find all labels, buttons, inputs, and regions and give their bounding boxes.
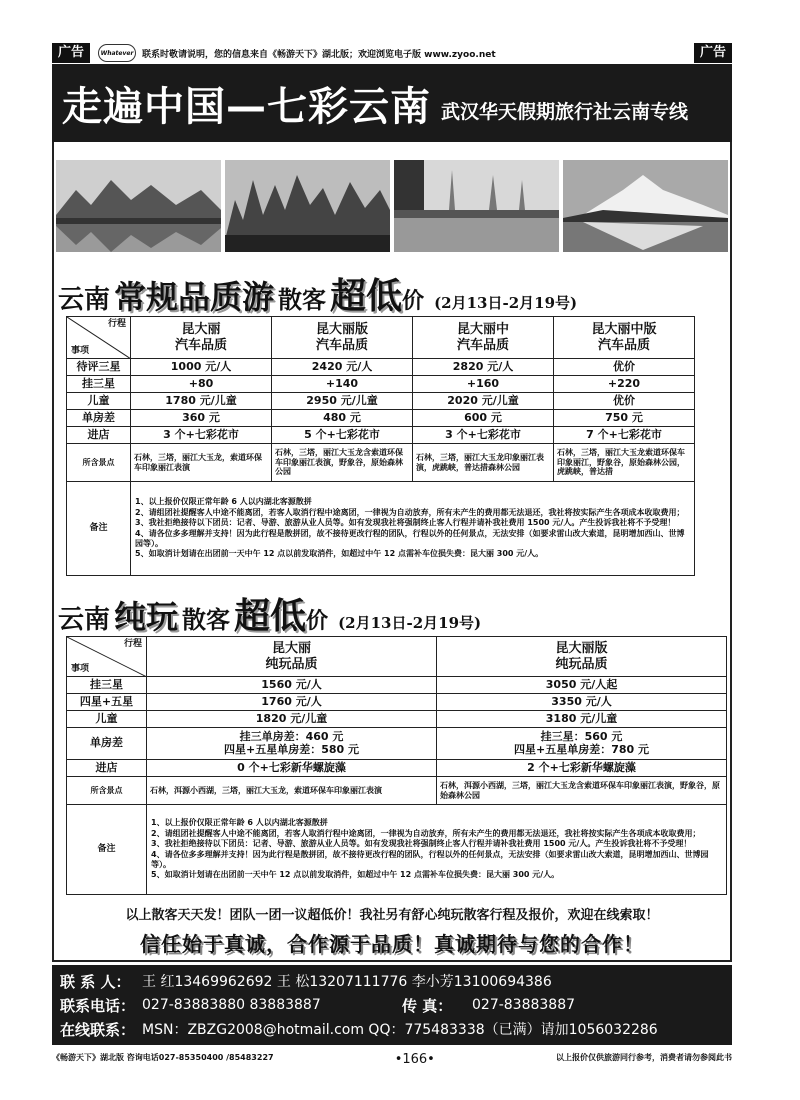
section1-title-price: 价	[402, 288, 425, 314]
price-cell: 1760 元/人	[147, 694, 437, 711]
section1-title-low: 超低	[330, 275, 403, 317]
corner-top: 行程	[123, 639, 142, 649]
fax-number: 027-83883887	[472, 997, 576, 1013]
slogan-line-2: 信任始于真诚，合作源于品质！真诚期待与您的合作！	[140, 932, 644, 956]
contact-online: MSN：ZBZG2008@hotmail.com QQ：775483338（已满）请加1056032286	[142, 1022, 658, 1038]
section1-dates: (2月13日-2月19号)	[434, 294, 578, 312]
single-line: 挂三单房差：460 元	[239, 729, 344, 743]
price-cell: 2420 元/人	[272, 359, 413, 376]
contact-phones: 027-83883880 83883887	[142, 997, 321, 1013]
row-label: 所含景点	[67, 444, 131, 482]
table-row	[67, 376, 695, 393]
row-label: 进店	[67, 427, 131, 444]
price-cell: 2950 元/儿童	[272, 393, 413, 410]
price-cell: 1000 元/人	[131, 359, 272, 376]
row-label: 备注	[67, 482, 131, 576]
column-title: 昆大丽中版	[591, 321, 657, 337]
notice-text: 联系时敬请说明，您的信息来自《畅游天下》湖北版；欢迎浏览电子版 www.zyoo.net	[142, 49, 496, 60]
price-cell: 480 元	[272, 410, 413, 427]
row-label: 待评三星	[67, 359, 131, 376]
section1-title	[58, 268, 577, 319]
footer-disclaimer: 以上报价仅供旅游同行参考，消费者请勿参阅此书	[555, 1053, 732, 1062]
contact-block	[52, 965, 732, 1045]
section1-title-type: 常规品质游	[114, 278, 275, 316]
column-header	[131, 317, 272, 359]
column-header	[554, 317, 695, 359]
note-line: 2、请组团社提醒客人中途不能离团，若客人取消行程中途离团，一律视为自动放弃，所有未产生的费用都无法退还，我社将按实际产生各项成本收取费用；	[151, 828, 701, 838]
note-line: 1、以上报价仅限正常年龄 6 人以内湖北客源散拼	[151, 818, 328, 828]
page-number: •166•	[394, 1052, 435, 1067]
row-label: 备注	[67, 805, 147, 895]
price-cell: 3050 元/人起	[437, 677, 727, 694]
row-label: 儿童	[67, 393, 131, 410]
table-row	[67, 410, 695, 427]
column-title: 昆大丽版	[315, 321, 368, 337]
price-cell: +80	[131, 376, 272, 393]
price-cell: 优价	[554, 359, 695, 376]
price-cell: +160	[413, 376, 554, 393]
table-row	[67, 427, 695, 444]
contact-online-row	[60, 1017, 724, 1041]
column-header	[272, 317, 413, 359]
corner-bottom: 事项	[71, 663, 90, 674]
note-line: 3、我社拒绝接待以下团员：记者、导游、旅游从业人员等。如有发现我社将强制终止客人行程并请补我社费用 1500 元/人。产生投诉我社将不予受理！	[151, 839, 692, 849]
scenic-cell: 石林，三塔，丽江大玉龙含索道环保车印象丽江表演，野象谷，原始森林公园	[272, 444, 413, 482]
contact-phone-row	[60, 993, 724, 1017]
note-line: 3、我社拒绝接待以下团员：记者、导游、旅游从业人员等。如有发现我社将强制终止客人行程并请补我社费用 1500 元/人。产生投诉我社将不予受理！	[135, 518, 676, 528]
price-cell: +140	[272, 376, 413, 393]
section1-title-guest: 散客	[278, 285, 327, 314]
table-corner-cell	[67, 637, 147, 677]
price-cell: 2020 元/儿童	[413, 393, 554, 410]
contact-persons-label: 联 系 人：	[60, 972, 131, 991]
price-cell: 600 元	[413, 410, 554, 427]
landscape-photo-2	[225, 160, 390, 252]
table-row	[67, 760, 727, 777]
single-line: 四星+五星单房差：580 元	[223, 742, 359, 756]
shop-cell: 5 个+七彩花市	[272, 427, 413, 444]
table-row	[67, 482, 695, 576]
scenic-cell: 石林，三塔，丽江大玉龙，索道环保车印象丽江表演	[131, 444, 272, 482]
shop-cell: 0 个+七彩新华螺旋藻	[147, 760, 437, 777]
row-label: 挂三星	[67, 376, 131, 393]
section2-price-table	[66, 636, 727, 895]
row-label: 四星+五星	[67, 694, 147, 711]
column-title: 昆大丽	[181, 321, 221, 337]
column-subtitle: 汽车品质	[174, 337, 227, 353]
magazine-logo: Whatever	[98, 44, 136, 62]
top-notice-bar	[52, 42, 732, 64]
contact-online-label: 在线联系：	[60, 1020, 136, 1039]
row-label: 进店	[67, 760, 147, 777]
row-label: 单房差	[67, 410, 131, 427]
table-row	[67, 694, 727, 711]
shop-cell: 3 个+七彩花市	[131, 427, 272, 444]
ad-label-left: 广告	[52, 43, 90, 63]
corner-bottom: 事项	[71, 345, 90, 356]
title-banner	[52, 64, 732, 142]
notice-area	[90, 44, 694, 62]
price-cell: 优价	[554, 393, 695, 410]
column-subtitle: 纯玩品质	[555, 656, 608, 672]
price-cell: 1820 元/儿童	[147, 711, 437, 728]
section2-title-region: 云南	[58, 605, 111, 635]
landscape-photo-4	[563, 160, 728, 252]
column-header	[147, 637, 437, 677]
row-label: 儿童	[67, 711, 147, 728]
corner-top: 行程	[107, 319, 126, 329]
shop-cell: 3 个+七彩花市	[413, 427, 554, 444]
section2-dates: (2月13日-2月19号)	[338, 614, 482, 632]
contact-phone-label: 联系电话：	[60, 996, 136, 1015]
column-header	[437, 637, 727, 677]
single-room-cell	[437, 728, 727, 760]
table-row	[67, 711, 727, 728]
page-footer	[52, 1052, 732, 1067]
fax-label: 传 真：	[402, 996, 453, 1015]
scenic-cell: 石林，三塔，丽江大玉龙印象丽江表演，虎跳峡，普达措森林公园	[413, 444, 554, 482]
table-row	[67, 728, 727, 760]
single-line: 四星+五星单房差：780 元	[513, 742, 649, 756]
price-cell: 1780 元/儿童	[131, 393, 272, 410]
footer-contact: 《畅游天下》湖北版 咨询电话027-85350400 /85483227	[52, 1053, 274, 1062]
column-subtitle: 汽车品质	[315, 337, 368, 353]
single-line: 挂三星：560 元	[540, 729, 623, 743]
note-line: 5、如取消计划请在出团前一天中午 12 点以前发取消件，如超过中午 12 点需补车位损失费：昆大丽 300 元/人。	[135, 549, 544, 559]
table-row	[67, 359, 695, 376]
banner-subtitle: 武汉华天假期旅行社云南专线	[441, 100, 689, 123]
column-title: 昆大丽版	[555, 640, 608, 656]
note-line: 4、请各位多多理解并支持！因为此行程是散拼团，故不接待更改行程的团队，行程以外的任何景点，无法安排（如要求雷山改大索道，昆明增加西山、世博园等）。	[151, 849, 709, 869]
row-label: 挂三星	[67, 677, 147, 694]
column-title: 昆大丽中	[456, 321, 509, 337]
table-row	[67, 677, 727, 694]
column-subtitle: 汽车品质	[456, 337, 509, 353]
scenic-cell: 石林，三塔，丽江大玉龙索道环保车印象丽江，野象谷，原始森林公园，虎跳峡，普达措	[554, 444, 695, 482]
price-cell: 2820 元/人	[413, 359, 554, 376]
scenic-cell: 石林，洱源小西湖，三塔，丽江大玉龙含索道环保车印象丽江表演，野象谷，原始森林公园	[437, 777, 727, 805]
section1-title-region: 云南	[58, 285, 111, 315]
column-title: 昆大丽	[271, 640, 311, 656]
row-label: 单房差	[67, 728, 147, 760]
section2-title-type: 纯玩	[114, 598, 179, 636]
table-row	[67, 393, 695, 410]
price-cell: 3350 元/人	[437, 694, 727, 711]
price-cell: +220	[554, 376, 695, 393]
scenic-cell: 石林，洱源小西湖，三塔，丽江大玉龙，索道环保车印象丽江表演	[147, 777, 437, 805]
shop-cell: 2 个+七彩新华螺旋藻	[437, 760, 727, 777]
section2-title-low: 超低	[234, 595, 307, 637]
ad-label-right: 广告	[694, 43, 732, 63]
row-label: 所含景点	[67, 777, 147, 805]
landscape-photo-3	[394, 160, 559, 252]
column-subtitle: 纯玩品质	[265, 656, 318, 672]
note-line: 4、请各位多多理解并支持！因为此行程是散拼团，故不接待更改行程的团队，行程以外的任何景点，无法安排（如要求雷山改大索道，昆明增加西山、世博园等）。	[135, 528, 685, 548]
section2-title-price: 价	[306, 608, 329, 634]
contact-persons: 王 红13469962692 王 松13207111776 李小芳13100694386	[142, 974, 552, 990]
banner-title: 走遍中国—七彩云南	[62, 83, 431, 130]
photo-strip	[56, 160, 728, 252]
section1-price-table	[66, 316, 695, 576]
table-row	[67, 805, 727, 895]
note-line: 5、如取消计划请在出团前一天中午 12 点以前发取消件，如超过中午 12 点需补车位损失费：昆大丽 300 元/人。	[151, 870, 560, 880]
note-line: 1、以上报价仅限正常年龄 6 人以内湖北客源散拼	[135, 497, 312, 507]
table-row	[67, 444, 695, 482]
table-corner-cell	[67, 317, 131, 359]
shop-cell: 7 个+七彩花市	[554, 427, 695, 444]
column-header	[413, 317, 554, 359]
price-cell: 750 元	[554, 410, 695, 427]
price-cell: 360 元	[131, 410, 272, 427]
note-line: 2、请组团社提醒客人中途不能离团，若客人取消行程中途离团，一律视为自动放弃，所有未产生的费用都无法退还，我社将按实际产生各项成本收取费用；	[135, 507, 685, 517]
slogan-line-1: 以上散客天天发！团队一团一议超低价！我社另有舒心纯玩散客行程及报价，欢迎在线索取！	[125, 908, 659, 923]
notes-cell	[147, 805, 727, 895]
price-cell: 1560 元/人	[147, 677, 437, 694]
single-room-cell	[147, 728, 437, 760]
notes-cell	[131, 482, 695, 576]
column-subtitle: 汽车品质	[597, 337, 650, 353]
contact-persons-row	[60, 969, 724, 993]
table-row	[67, 777, 727, 805]
landscape-photo-1	[56, 160, 221, 252]
section2-title-guest: 散客	[182, 605, 231, 634]
price-cell: 3180 元/儿童	[437, 711, 727, 728]
section2-title	[58, 588, 481, 639]
